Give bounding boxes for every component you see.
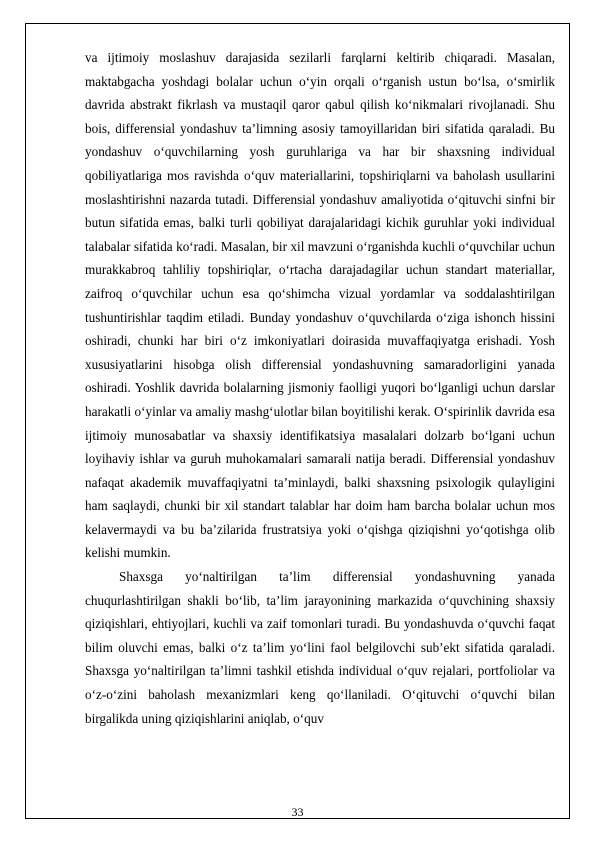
paragraph-continuation: va ijtimoiy moslashuv darajasida sezilarli farqlarni keltirib chiqaradi. Masalan, maktabgacha yoshdagi bolalar uchun o‘yin orqali o‘rganish ustun bo‘lsa, o‘smirlik davrida abstrakt fikrlash va mustaqil qaror qabul qilish ko‘nikmalari rivojlanadi. Shu bois, differensial yondashuv ta’limning asosiy tamoyillaridan biri sifatida qaraladi. Bu yondashuv o‘quvchilarning yosh guruhlariga va har bir shaxsning individual qobiliyatlariga mos ravishda o‘quv materiallarini, topshiriqlarni va baholash usullarini moslashtirishni nazarda tutadi. Differensial yondashuv amaliyotida o‘qituvchi sinfni bir butun sifatida emas, balki turli qobiliyat darajalaridagi kichik guruhlar yoki individual talabalar sifatida ko‘radi. Masalan, bir xil mavzuni o‘rganishda kuchli o‘quvchilar uchun murakkabroq tahliliy topshiriqlar, o‘rtacha darajadagilar uchun standart materiallar, zaifroq o‘quvchilar uchun esa qo‘shimcha vizual yordamlar va soddalashtirilgan tushuntirishlar taqdim etiladi. Bunday yondashuv o‘quvchilarda o‘ziga ishonch hissini oshiradi, chunki har biri o‘z imkoniyatlari doirasida muvaffaqiyatga erishadi. Yosh xususiyatlarini hisobga olish differensial yondashuvning samaradorligini yanada oshiradi. Yoshlik davrida bolalarning jismoniy faolligi yuqori bo‘lganligi uchun darslar harakatli o‘yinlar va amaliy mashg‘ulotlar bilan boyitilishi kerak. O‘spirinlik davrida esa ijtimoiy munosabatlar va shaxsiy identifikatsiya masalalari dolzarb bo‘lgani uchun loyihaviy ishlar va guruh muhokamalari samarali natija beradi. Differensial yondashuv nafaqat akademik muvaffaqiyatni ta’minlaydi, balki shaxsning psixologik qulayligini ham saqlaydi, chunki bir xil standart talablar har doim ham barcha bolalar uchun mos kelavermaydi va bu ba’zilarida frustratsiya yoki o‘qishga qiziqishni yo‘qotishga olib kelishi mumkin.: [85, 50, 555, 561]
document-body: [85, 46, 555, 730]
paragraph-shaxsga-yonaltirilgan: Shaxsga yo‘naltirilgan ta’lim differensial yondashuvning yanada chuqurlashtirilgan shakli bo‘lib, ta’lim jarayonining markazida o‘quvchining shaxsiy qiziqishlari, ehtiyojlari, kuchli va zaif tomonlari turadi. Bu yondashuvda o‘quvchi faqat bilim oluvchi emas, balki o‘z ta’lim yo‘lini faol belgilovchi sub’ekt sifatida qaraladi. Shaxsga yo‘naltirilgan ta’limni tashkil etishda individual o‘quv rejalari, portfoliolar va o‘z-o‘zini baholash mexanizmlari keng qo‘llaniladi. O‘qituvchi o‘quvchi bilan birgalikda uning qiziqishlarini aniqlab, o‘quv: [85, 569, 555, 726]
page-number: 33: [291, 805, 304, 819]
